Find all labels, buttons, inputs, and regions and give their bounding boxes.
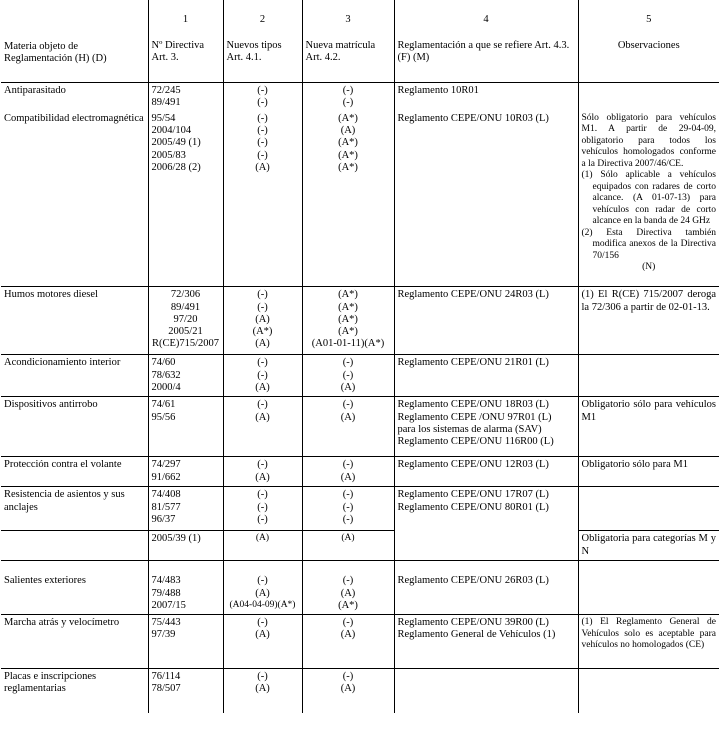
reglamento-item: Reglamento CEPE/ONU 18R03 (L) xyxy=(397,399,549,411)
observation-note: (N) xyxy=(642,262,656,273)
column-number-2: 2 xyxy=(259,14,266,25)
materia-cell xyxy=(1,531,148,561)
matricula-cell xyxy=(302,355,394,397)
directiva-item: 2005/39 (1) xyxy=(151,533,201,545)
obs-cell xyxy=(578,531,719,561)
reglamento-cell xyxy=(394,355,578,397)
directiva-item: 2006/28 (2) xyxy=(151,161,201,173)
directiva-item: 74/60 xyxy=(151,357,176,369)
header-materia-text: Materia objeto de Reglamentación (H) (D) xyxy=(4,41,107,65)
matricula-item: (-) xyxy=(342,513,354,525)
directiva-item: 79/488 xyxy=(151,587,181,599)
obs-cell xyxy=(578,561,719,615)
column-number-5: 5 xyxy=(646,14,652,25)
directiva-item: 72/306 xyxy=(170,289,201,301)
directiva-item: 72/245 xyxy=(151,84,181,96)
materia-cell xyxy=(1,111,148,287)
materia-text: Acondicionamiento interior xyxy=(4,357,121,369)
directiva-item: 2004/104 xyxy=(151,125,192,137)
matricula-item: (A) xyxy=(340,471,356,483)
nuevos-item: (-) xyxy=(257,84,268,96)
directiva-cell xyxy=(148,287,223,355)
matricula-item: (-) xyxy=(342,399,354,411)
header-directiva-line1: Nº Directiva xyxy=(151,40,205,52)
reglamento-item: Reglamento CEPE/ONU 80R01 (L) xyxy=(397,501,549,513)
nuevos-item: (-) xyxy=(257,149,268,161)
reglamento-item: Reglamento CEPE/ONU 10R03 (L) xyxy=(397,112,549,124)
materia-text: Salientes exteriores xyxy=(4,575,86,587)
matricula-item: (A*) xyxy=(338,149,358,161)
directiva-cell xyxy=(148,457,223,487)
reglamento-cell xyxy=(394,111,578,287)
matricula-item: (-) xyxy=(342,357,354,369)
obs-cell xyxy=(578,669,719,713)
table-row xyxy=(1,457,719,487)
nuevos-item: (-) xyxy=(257,289,268,301)
matricula-cell xyxy=(302,397,394,457)
nuevos-item: (-) xyxy=(257,513,268,525)
directiva-item: 89/491 xyxy=(151,96,181,108)
matricula-item: (-) xyxy=(342,501,354,513)
nuevos-cell xyxy=(223,615,302,669)
materia-text: Compatibilidad electromagnética xyxy=(4,112,144,124)
matricula-item: (A*) xyxy=(338,289,358,301)
directiva-item: 74/297 xyxy=(151,459,181,471)
nuevos-item: (-) xyxy=(257,459,268,471)
reglamento-cell xyxy=(394,669,578,713)
header-nuevos-line2: Art. 4.1. xyxy=(226,52,262,64)
matricula-item: (A*) xyxy=(338,161,358,173)
directiva-item: 2007/15 xyxy=(151,599,186,611)
directiva-item: 96/37 xyxy=(151,513,176,525)
nuevos-cell xyxy=(223,669,302,713)
directiva-item: 75/443 xyxy=(151,617,181,629)
regulation-table xyxy=(1,0,719,713)
reglamento-item: Reglamento CEPE /ONU 97R01 (L) xyxy=(397,411,552,423)
matricula-cell xyxy=(302,287,394,355)
directiva-item: 78/632 xyxy=(151,369,181,381)
table-row xyxy=(1,669,719,713)
nuevos-item: (-) xyxy=(257,671,268,683)
matricula-cell xyxy=(302,457,394,487)
matricula-item: (-) xyxy=(342,671,354,683)
obs-cell xyxy=(578,457,719,487)
matricula-item: (-) xyxy=(342,617,354,629)
directiva-item: 2000/4 xyxy=(151,381,181,393)
matricula-item: (A) xyxy=(340,381,356,393)
matricula-item: (A*) xyxy=(338,112,358,124)
nuevos-item: (-) xyxy=(257,357,268,369)
matricula-item: (A) xyxy=(340,587,356,599)
observation-text: Obligatorio sólo para vehículos M1 xyxy=(581,399,716,423)
nuevos-cell xyxy=(223,397,302,457)
obs-cell xyxy=(578,82,719,111)
header-matricula xyxy=(302,0,394,82)
directiva-cell xyxy=(148,669,223,713)
table-row xyxy=(1,355,719,397)
directiva-cell xyxy=(148,111,223,287)
reglamento-cell xyxy=(394,615,578,669)
obs-cell xyxy=(578,487,719,531)
header-row xyxy=(1,0,719,82)
materia-text: Antiparasitado xyxy=(4,84,66,96)
reglamento-cell xyxy=(394,457,578,487)
observation-text: Obligatorio sólo para M1 xyxy=(581,459,688,471)
materia-cell xyxy=(1,287,148,355)
matricula-item: (A) xyxy=(340,629,356,641)
nuevos-item: (A) xyxy=(255,338,270,350)
obs-cell xyxy=(578,615,719,669)
table-row xyxy=(1,397,719,457)
directiva-item: 74/483 xyxy=(151,575,181,587)
observation-footnote: (1) Sólo aplicable a vehículos equipados con radares de corto alcance. (A 01-07-13) para vehículos con radar de corto alcance en la banda de 24 GHz xyxy=(581,170,716,227)
directiva-item: 97/20 xyxy=(173,313,198,325)
obs-cell xyxy=(578,397,719,457)
materia-cell xyxy=(1,397,148,457)
materia-cell xyxy=(1,669,148,713)
matricula-item: (A01-01-11)(A*) xyxy=(311,338,385,350)
nuevos-item: (-) xyxy=(257,617,268,629)
reglamento-item: Reglamento CEPE/ONU 21R01 (L) xyxy=(397,357,549,369)
materia-cell xyxy=(1,457,148,487)
directiva-cell xyxy=(148,487,223,531)
matricula-item: (A) xyxy=(340,125,356,137)
directiva-cell xyxy=(148,561,223,615)
reglamento-item: Reglamento CEPE/ONU 24R03 (L) xyxy=(397,289,549,301)
reglamento-cell xyxy=(394,287,578,355)
directiva-item: 91/662 xyxy=(151,471,181,483)
matricula-item: (A) xyxy=(341,533,355,544)
reglamento-cell xyxy=(394,561,578,615)
reglamento-cell xyxy=(394,487,578,561)
matricula-item: (-) xyxy=(342,489,354,501)
matricula-item: (-) xyxy=(342,369,354,381)
directiva-cell xyxy=(148,355,223,397)
materia-cell xyxy=(1,355,148,397)
directiva-item: 74/61 xyxy=(151,399,176,411)
nuevos-item: (A) xyxy=(255,587,270,599)
reglamento-item: Reglamento General de Vehículos (1) xyxy=(397,629,556,641)
reglamento-cell xyxy=(394,82,578,111)
header-matricula-line1: Nueva matrícula xyxy=(305,40,376,52)
matricula-item: (-) xyxy=(342,459,354,471)
nuevos-cell xyxy=(223,561,302,615)
directiva-item: R(CE)715/2007 xyxy=(151,338,220,350)
directiva-item: 2005/21 xyxy=(168,326,203,338)
matricula-cell xyxy=(302,615,394,669)
obs-cell xyxy=(578,355,719,397)
directiva-item: 95/56 xyxy=(151,411,176,423)
matricula-item: (-) xyxy=(342,575,354,587)
column-number-4: 4 xyxy=(483,14,489,25)
nuevos-item: (-) xyxy=(257,301,268,313)
directiva-item: 81/577 xyxy=(151,501,181,513)
nuevos-item: (-) xyxy=(257,125,268,137)
matricula-cell xyxy=(302,561,394,615)
nuevos-cell xyxy=(223,457,302,487)
observation-footnote: (2) Esta Directiva también modifica anexos de la Directiva 70/156 xyxy=(581,227,716,261)
matricula-cell xyxy=(302,669,394,713)
header-reglamentacion xyxy=(394,0,578,82)
matricula-item: (A*) xyxy=(338,137,358,149)
nuevos-item: (-) xyxy=(257,489,268,501)
nuevos-item: (A04-04-09)(A*) xyxy=(229,599,296,610)
directiva-item: 2005/83 xyxy=(151,149,186,161)
nuevos-cell xyxy=(223,82,302,111)
matricula-cell xyxy=(302,82,394,111)
directiva-cell xyxy=(148,615,223,669)
directiva-item: 97/39 xyxy=(151,629,176,641)
obs-cell xyxy=(578,111,719,287)
table-row xyxy=(1,82,719,111)
matricula-cell xyxy=(302,531,394,561)
materia-cell xyxy=(1,82,148,111)
column-number-1: 1 xyxy=(182,14,189,25)
directiva-item: 2005/49 (1) xyxy=(151,137,201,149)
materia-text: Marcha atrás y velocímetro xyxy=(4,617,120,629)
header-directiva-line2: Art. 3. xyxy=(151,52,179,64)
nuevos-cell xyxy=(223,487,302,531)
nuevos-item: (-) xyxy=(257,96,268,108)
nuevos-item: (A*) xyxy=(252,326,273,338)
reglamento-cell xyxy=(394,397,578,457)
nuevos-item: (A) xyxy=(255,381,270,393)
nuevos-item: (-) xyxy=(257,575,268,587)
nuevos-item: (A) xyxy=(255,411,270,423)
header-reglamentacion-text: Reglamentación a que se refiere Art. 4.3. (F) (M) xyxy=(397,40,570,64)
matricula-item: (A*) xyxy=(338,313,358,325)
column-number-3: 3 xyxy=(345,14,351,25)
matricula-item: (-) xyxy=(342,84,354,96)
nuevos-item: (A) xyxy=(255,683,270,695)
materia-text: Placas e inscripciones reglamentarias xyxy=(4,671,97,695)
nuevos-item: (A) xyxy=(255,471,270,483)
reglamento-item: Reglamento CEPE/ONU 26R03 (L) xyxy=(397,575,549,587)
materia-cell xyxy=(1,615,148,669)
header-nuevos-line1: Nuevos tipos xyxy=(226,40,282,52)
nuevos-item: (-) xyxy=(257,137,268,149)
nuevos-item: (-) xyxy=(257,369,268,381)
materia-cell xyxy=(1,487,148,531)
nuevos-item: (A) xyxy=(255,313,270,325)
observation-text: Obligatoria para categorías M y N xyxy=(581,533,716,557)
directiva-item: 78/507 xyxy=(151,683,181,695)
obs-cell xyxy=(578,287,719,355)
table-row xyxy=(1,111,719,287)
matricula-item: (-) xyxy=(342,96,354,108)
header-directiva xyxy=(148,0,223,82)
directiva-cell xyxy=(148,531,223,561)
reglamento-item: Reglamento 10R01 xyxy=(397,84,479,96)
table-row xyxy=(1,487,719,531)
directiva-cell xyxy=(148,397,223,457)
materia-cell xyxy=(1,561,148,615)
directiva-item: 76/114 xyxy=(151,671,181,683)
matricula-item: (A*) xyxy=(338,326,358,338)
nuevos-cell xyxy=(223,287,302,355)
nuevos-item: (-) xyxy=(257,112,268,124)
matricula-cell xyxy=(302,487,394,531)
table-row xyxy=(1,287,719,355)
header-observaciones xyxy=(578,0,719,82)
observation-text: (1) El Reglamento General de Vehículos solo es aceptable para vehículos no homologados (CE) xyxy=(581,617,716,651)
nuevos-cell xyxy=(223,531,302,561)
header-materia xyxy=(1,0,148,82)
materia-text: Humos motores diesel xyxy=(4,289,98,301)
nuevos-item: (A) xyxy=(255,629,270,641)
directiva-item: 74/408 xyxy=(151,489,181,501)
nuevos-item: (-) xyxy=(257,399,268,411)
observation-text: (1) El R(CE) 715/2007 deroga la 72/306 a partir de 02-01-13. xyxy=(581,289,716,313)
header-matricula-line2: Art. 4.2. xyxy=(305,52,341,64)
directiva-cell xyxy=(148,82,223,111)
observation-text: Sólo obligatorio para vehículos M1. A partir de 29-04-09, obligatorio para todos los vehículos homologados conforme a la Directiva 2007/46/CE. xyxy=(581,112,716,169)
reglamento-item: Reglamento CEPE/ONU 12R03 (L) xyxy=(397,459,549,471)
directiva-item: 95/54 xyxy=(151,112,176,124)
reglamento-item: Reglamento CEPE/ONU 17R07 (L) xyxy=(397,489,549,501)
matricula-item: (A) xyxy=(340,683,356,695)
materia-text: Protección contra el volante xyxy=(4,459,122,471)
nuevos-item: (A) xyxy=(255,533,270,544)
reglamento-item: Reglamento CEPE/ONU 39R00 (L) xyxy=(397,617,549,629)
reglamento-item: Reglamento CEPE/ONU 116R00 (L) xyxy=(397,436,554,448)
header-nuevos xyxy=(223,0,302,82)
header-observaciones-text: Observaciones xyxy=(617,40,680,52)
materia-text: Dispositivos antirrobo xyxy=(4,399,98,411)
materia-text: Resistencia de asientos y sus anclajes xyxy=(4,489,125,513)
nuevos-cell xyxy=(223,111,302,287)
nuevos-item: (-) xyxy=(257,501,268,513)
matricula-item: (A*) xyxy=(338,599,358,611)
matricula-item: (A) xyxy=(340,411,356,423)
table-row xyxy=(1,615,719,669)
matricula-cell xyxy=(302,111,394,287)
table-row xyxy=(1,531,719,561)
nuevos-cell xyxy=(223,355,302,397)
reglamento-item: para los sistemas de alarma (SAV) xyxy=(397,423,542,435)
table-row xyxy=(1,561,719,615)
nuevos-item: (A) xyxy=(255,161,270,173)
matricula-item: (A*) xyxy=(338,301,358,313)
directiva-item: 89/491 xyxy=(170,301,201,313)
